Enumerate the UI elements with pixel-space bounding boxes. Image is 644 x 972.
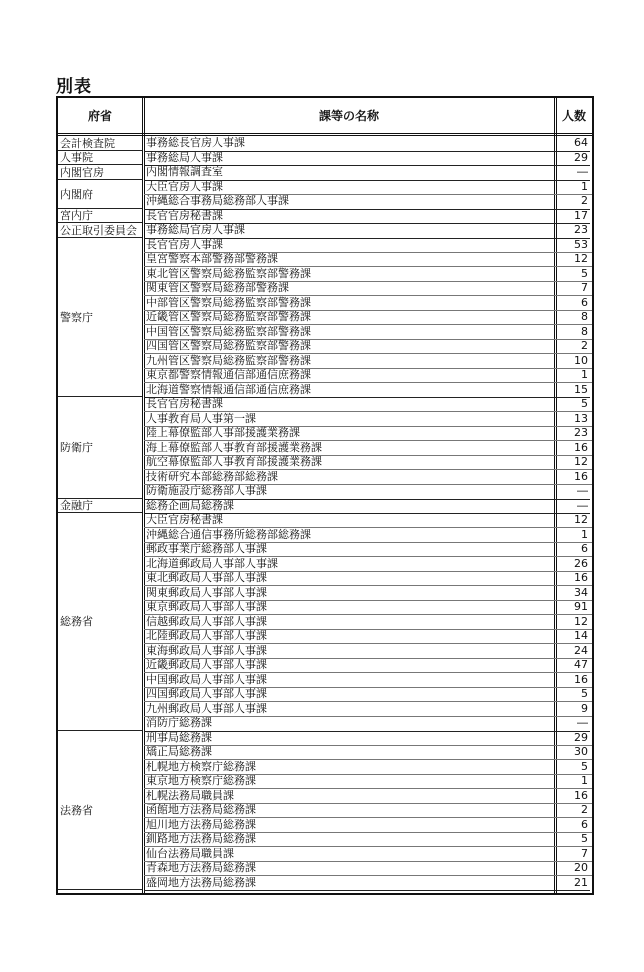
table-row-name: 東京郵政局人事部人事課: [146, 600, 267, 613]
table-row-count: 6: [581, 295, 588, 309]
table-row-name: 陸上幕僚監部人事部援護業務課: [146, 426, 300, 439]
table-row-name: 内閣情報調査室: [144, 165, 556, 181]
table-row-name: 中部管区警察局総務監察部警務課: [146, 295, 311, 309]
table-row-count: 5: [581, 266, 588, 280]
table-row-count: 21: [556, 876, 590, 892]
table-row-name: 北海道郵政局人事部人事課: [146, 556, 278, 570]
ministry-cell: 会計検査院: [58, 136, 142, 151]
table-row-count: 15: [556, 383, 590, 399]
table-row-count: 24: [574, 643, 588, 657]
column-divider: [142, 98, 143, 893]
table-row-name: 矯正局総務課: [146, 745, 212, 758]
table-row-name: 人事教育局人事第一課: [146, 411, 256, 425]
table-row-count: 6: [581, 542, 588, 555]
table-row-name: 技術研究本部総務部総務課: [146, 469, 278, 483]
ministry-cell: 法務省: [58, 731, 142, 891]
table-row-count: 10: [574, 353, 588, 367]
table-row-count: 91: [574, 600, 588, 613]
table-row-count: 23: [556, 223, 590, 239]
table-row-count: 6: [581, 817, 588, 831]
table-row-count: 5: [581, 759, 588, 773]
table-row-count: 12: [574, 614, 588, 628]
table-row-name: 総務企画局総務課: [144, 499, 556, 515]
table-row-name: 事務総局官房人事課: [144, 223, 556, 239]
table-row-count: 23: [574, 426, 588, 439]
table-row-name: 釧路地方法務局総務課: [146, 832, 256, 845]
table-row-name: 函館地方法務局総務課: [146, 803, 256, 816]
ministry-cell: 総務省: [58, 513, 142, 731]
table-row-count: 2: [581, 803, 588, 816]
header-divider: [58, 133, 592, 134]
table-row-count: 1: [581, 179, 588, 193]
table-row-count: 34: [574, 585, 588, 599]
table-row-name: 近畿管区警察局総務監察部警務課: [146, 310, 311, 323]
ministry-cell: 金融庁: [58, 499, 142, 514]
table-row-name: 防衛施設庁総務部人事課: [144, 484, 556, 500]
table-row-name: 信越郵政局人事部人事課: [146, 614, 267, 628]
table-row-count: 1: [581, 368, 588, 381]
table-row-name: 東海郵政局人事部人事課: [146, 643, 267, 657]
table-row-name: 皇宮警察本部警務部警務課: [146, 252, 278, 265]
table-row-name: 札幌地方検察庁総務課: [146, 759, 256, 773]
table-row-name: 長官官房秘書課: [144, 209, 556, 225]
table-row-name: 関東郵政局人事部人事課: [146, 585, 267, 599]
table-row-count: 53: [574, 237, 588, 251]
table-row-count: 8: [581, 324, 588, 338]
table-row-name: 消防庁総務課: [144, 716, 556, 732]
ministry-cell: 内閣府: [58, 180, 142, 209]
table-row-name: 関東管区警察局総務部警務課: [146, 281, 289, 294]
table-row-count: 16: [574, 469, 588, 483]
table-row-name: 航空幕僚監部人事教育部援護業務課: [146, 455, 322, 468]
table-row-name: 沖縄総合通信事務所総務部総務課: [146, 527, 311, 541]
ministry-cell: 公正取引委員会: [58, 223, 142, 238]
table-row-count: 64: [556, 136, 590, 152]
ministry-cell: 人事院: [58, 151, 142, 166]
table-row-name: 東京都警察情報通信部通信庶務課: [146, 368, 311, 381]
table-row-name: 東京地方検察庁総務課: [146, 774, 256, 787]
table-row-count: 29: [574, 730, 588, 744]
table-row-count: 2: [556, 194, 590, 210]
table-row-name: 大臣官房人事課: [146, 179, 223, 193]
table-row-name: 長官官房秘書課: [146, 397, 223, 410]
table-row-count: 7: [581, 281, 588, 294]
table-row-name: 北海道警察情報通信部通信庶務課: [144, 383, 556, 399]
ministry-cell: 宮内庁: [58, 209, 142, 224]
table-row-name: 事務総長官房人事課: [144, 136, 556, 152]
header-ministry: 府省: [87, 109, 112, 123]
table-row-count: 12: [574, 513, 588, 526]
ministry-cell: 内閣官房: [58, 165, 142, 180]
table-row-name: 旭川地方法務局総務課: [146, 817, 256, 831]
table-row-count: 12: [574, 252, 588, 265]
table-row-count: ―: [556, 499, 590, 515]
table-row-count: 1: [581, 527, 588, 541]
table-row-count: ―: [556, 484, 590, 500]
table-row-name: 仙台法務局職員課: [146, 846, 234, 860]
table-row-name: 近畿郵政局人事部人事課: [146, 658, 267, 671]
table-row-count: 29: [556, 151, 590, 167]
table-row-name: 大臣官房秘書課: [146, 513, 223, 526]
table-row-count: ―: [556, 716, 590, 732]
table-row-count: 12: [574, 455, 588, 468]
ministry-cell: 警察庁: [58, 238, 142, 398]
table-row-name: 東北郵政局人事部人事課: [146, 571, 267, 584]
header-count: 人数: [561, 109, 586, 123]
table-row-count: 20: [574, 861, 588, 874]
table-row-name: 北陸郵政局人事部人事課: [146, 629, 267, 642]
table-row-count: 8: [581, 310, 588, 323]
table-row-name: 郵政事業庁総務部人事課: [146, 542, 267, 555]
page-title: 別表: [56, 77, 92, 97]
table-row-count: 30: [574, 745, 588, 758]
table-row-count: 16: [574, 571, 588, 584]
table-row-name: 中国管区警察局総務監察部警務課: [146, 324, 311, 338]
table-row-count: 17: [556, 209, 590, 225]
table-row-name: 長官官房人事課: [146, 237, 223, 251]
table-row-count: 5: [581, 687, 588, 700]
ministry-cell: 防衛庁: [58, 397, 142, 499]
table-row-count: 5: [581, 397, 588, 410]
table-row-count: 2: [581, 339, 588, 352]
table-row-count: 47: [574, 658, 588, 671]
table-row-name: 九州管区警察局総務監察部警務課: [146, 353, 311, 367]
table-row-name: 四国管区警察局総務監察部警務課: [146, 339, 311, 352]
table-row-name: 九州郵政局人事部人事課: [146, 701, 267, 715]
table-row-count: 7: [581, 846, 588, 860]
table-row-name: 四国郵政局人事部人事課: [146, 687, 267, 700]
table-row-name: 盛岡地方法務局総務課: [144, 876, 556, 892]
table-row-name: 沖縄総合事務局総務部人事課: [144, 194, 556, 210]
table-row-count: 14: [574, 629, 588, 642]
table-row-name: 海上幕僚監部人事教育部援護業務課: [146, 440, 322, 454]
table-row-count: 16: [574, 440, 588, 454]
table-row-count: 16: [574, 672, 588, 686]
header-name: 課等の名称: [318, 109, 379, 123]
table-row-name: 東北管区警察局総務監察部警務課: [146, 266, 311, 280]
table-row-count: 26: [574, 556, 588, 570]
table-row-count: 9: [581, 701, 588, 715]
table-row-name: 刑事局総務課: [146, 730, 212, 744]
table-row-count: ―: [556, 165, 590, 181]
table-row-name: 青森地方法務局総務課: [146, 861, 256, 874]
table-row-count: 1: [581, 774, 588, 787]
table-row-count: 16: [574, 788, 588, 802]
table-row-count: 5: [581, 832, 588, 845]
table-row-count: 13: [574, 411, 588, 425]
appendix-table: [56, 96, 594, 895]
table-row-name: 事務総局人事課: [144, 151, 556, 167]
table-row-name: 札幌法務局職員課: [146, 788, 234, 802]
table-row-name: 中国郵政局人事部人事課: [146, 672, 267, 686]
